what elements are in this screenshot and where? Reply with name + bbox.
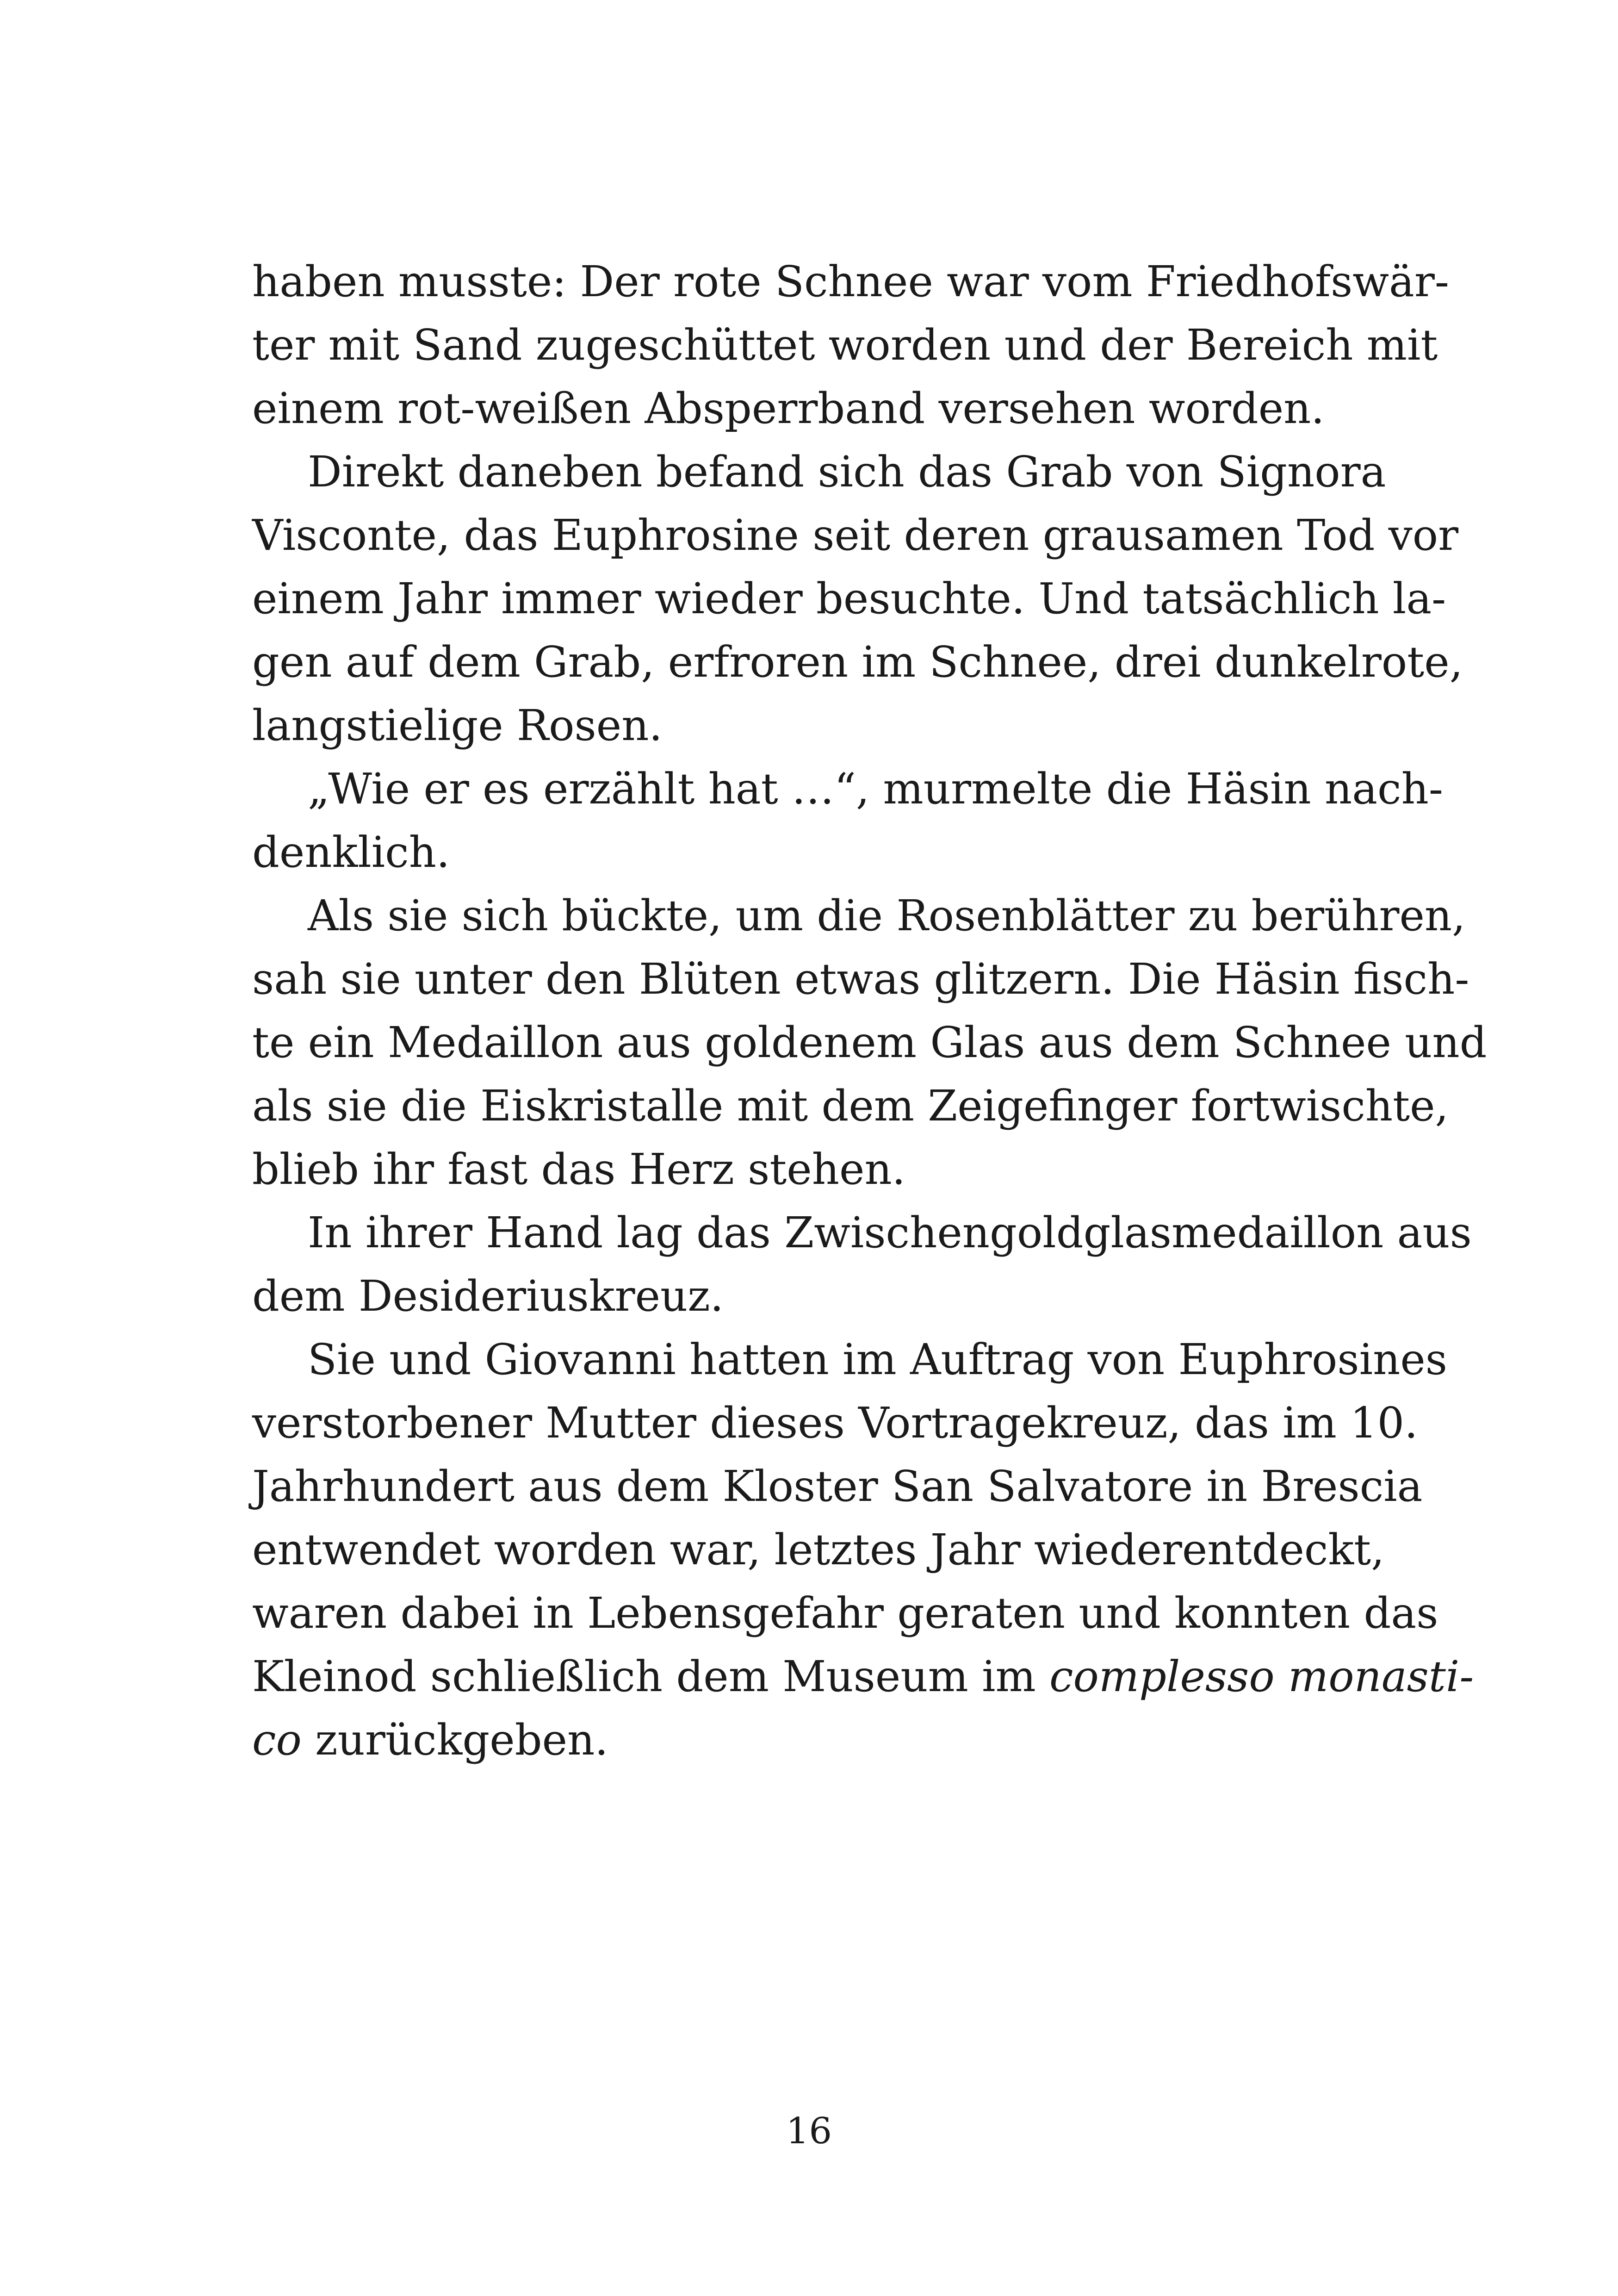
text-line: Sie und Giovanni hatten im Auftrag von Euphrosines [308,1335,1447,1384]
text-line: „Wie er es erzählt hat …“, murmelte die Häsin nach- [308,764,1443,814]
text-line: te ein Medaillon aus goldenem Glas aus dem Schnee und [252,1018,1487,1067]
text-line [252,1708,1365,1772]
text-line: In ihrer Hand lag das Zwischengoldglasmedaillon aus [308,1208,1472,1257]
text-line: waren dabei in Lebensgefahr geraten und konnten das [252,1588,1438,1638]
text-line: langstielige Rosen. [252,701,663,750]
text-line: Jahrhundert aus dem Kloster San Salvatore in Brescia [252,1462,1423,1511]
text-line: ter mit Sand zugeschüttet worden und der Bereich mit [252,320,1438,370]
italic-text-run: complesso monasti- [1049,1652,1474,1701]
italic-text-run: co [252,1715,302,1765]
text-line: einem rot-weißen Absperrband versehen worden. [252,384,1325,433]
text-line: verstorbener Mutter dieses Vortragekreuz, das im 10. [252,1398,1418,1448]
text-line: Visconte, das Euphrosine seit deren grausamen Tod vor [252,510,1459,560]
text-run: zurückgeben. [301,1715,608,1765]
text-line: haben musste: Der rote Schnee war vom Friedhofswär- [252,257,1449,306]
body-text [252,250,1487,1772]
text-line: entwendet worden war, letztes Jahr wiederentdeckt, [252,1525,1385,1574]
text-line: als sie die Eiskristalle mit dem Zeigefinger fortwischte, [252,1081,1449,1131]
text-line: einem Jahr immer wieder besuchte. Und tatsächlich la- [252,574,1446,623]
text-run: Kleinod schließlich dem Museum im [252,1652,1049,1701]
text-line: blieb ihr fast das Herz stehen. [252,1145,905,1194]
text-line: sah sie unter den Blüten etwas glitzern. Die Häsin fisch- [252,954,1469,1004]
text-line [252,1645,1474,1708]
text-line: denklich. [252,828,450,877]
text-line: Direkt daneben befand sich das Grab von Signora [308,447,1386,497]
text-line: gen auf dem Grab, erfroren im Schnee, drei dunkelrote, [252,637,1463,687]
text-line: Als sie sich bückte, um die Rosenblätter zu berühren, [308,891,1466,940]
page-number: 16 [786,2110,832,2152]
text-line: dem Desideriuskreuz. [252,1271,724,1321]
